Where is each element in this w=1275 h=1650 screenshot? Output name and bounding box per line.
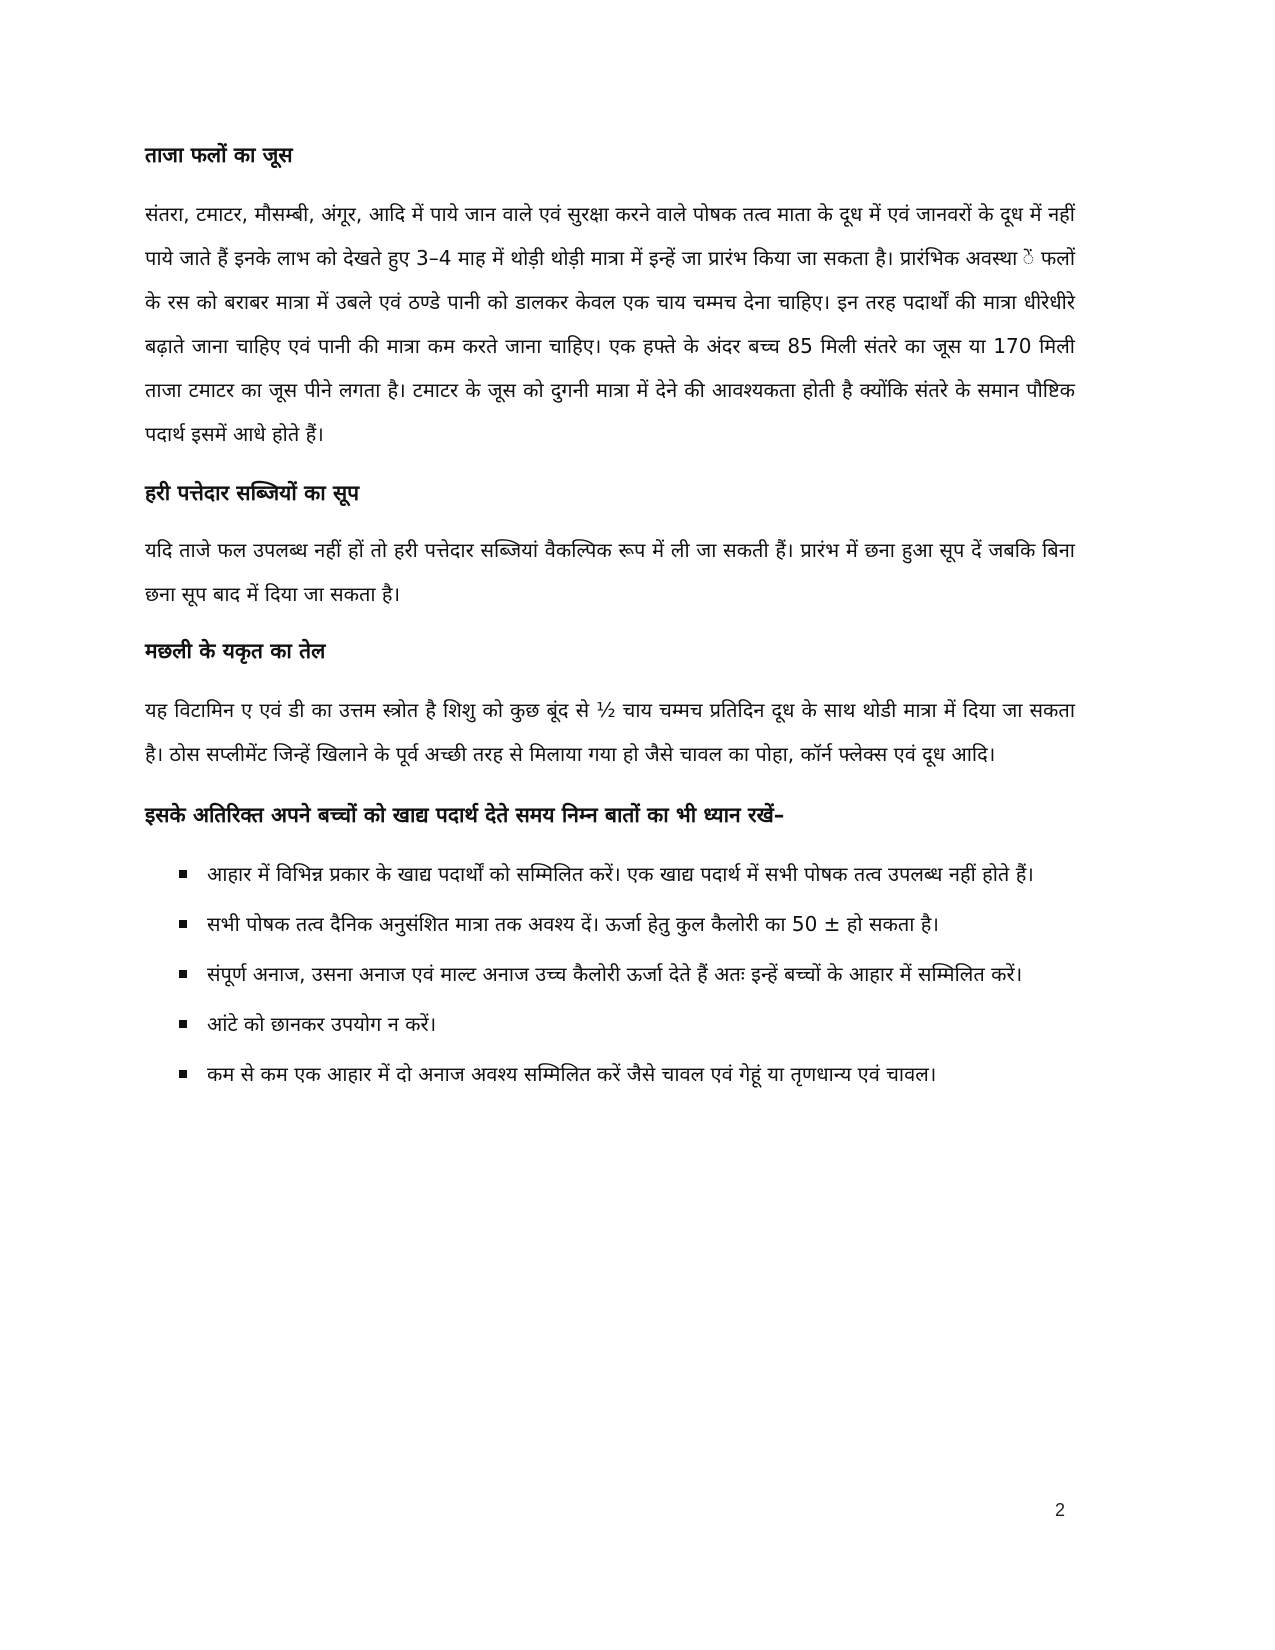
section-heading-fruit-juice: ताजा फलों का जूस bbox=[145, 143, 293, 167]
list-item bbox=[207, 1052, 1075, 1096]
square-bullet-icon bbox=[179, 1020, 187, 1028]
section-text-fruit-juice: संतरा, टमाटर, मौसम्बी, अंगूर, आदि में पाये जान वाले एवं सुरक्षा करने वाले पोषक तत्व माता के दूध में एवं जानवरों के दूध में नहीं पाये जाते हैं इनके लाभ को देखते हुए 3–4 माह में थोड़ी थोड़ी मात्रा में इन्हें जा प्रारंभ किया जा सकता है। प्रारंभिक अवस्था ें फलों के रस को बराबर मात्रा में उबले एवं ठण्डे पानी को डालकर केवल एक चाय चम्मच देना चाहिए। इन तरह पदार्थों की मात्रा धीरेधीरे बढ़ाते जाना चाहिए एवं पानी की मात्रा कम करते जाना चाहिए। एक हफ्ते के अंदर बच्च 85 मिली संतरे का जूस या 170 मिली ताजा टमाटर का जूस पीने लगता है। टमाटर के जूस को दुगनी मात्रा में देने की आवश्यकता होती है क्योंकि संतरे के समान पौष्टिक पदार्थ इसमें आधे होते हैं। bbox=[145, 202, 1075, 446]
section-heading-green-soup: हरी पत्तेदार सब्जियों का सूप bbox=[145, 481, 360, 505]
tips-heading: इसके अतिरिक्त अपने बच्चों को खाद्य पदार्थ देते समय निम्न बातों का भी ध्यान रखें– bbox=[145, 803, 785, 827]
square-bullet-icon bbox=[179, 870, 187, 878]
list-item-text: आंटे को छानकर उपयोग न करें। bbox=[207, 1012, 437, 1036]
list-item-text: संपूर्ण अनाज, उसना अनाज एवं माल्ट अनाज उच्च कैलोरी ऊर्जा देते हैं अतः इन्हें बच्चों के आहार में सम्मिलित करें। bbox=[207, 962, 1023, 986]
tips-list bbox=[145, 852, 1075, 1096]
square-bullet-icon bbox=[179, 1070, 187, 1078]
list-item bbox=[207, 852, 1075, 896]
square-bullet-icon bbox=[179, 970, 187, 978]
list-item bbox=[207, 902, 1075, 946]
page-number: 2 bbox=[1055, 1500, 1066, 1520]
list-item-text: कम से कम एक आहार में दो अनाज अवश्य सम्मिलित करें जैसे चावल एवं गेहूं या तृणधान्य एवं चावल। bbox=[207, 1062, 937, 1086]
section-text-green-soup: यदि ताजे फल उपलब्ध नहीं हों तो हरी पत्तेदार सब्जियां वैकल्पिक रूप में ली जा सकती हैं। प्रारंभ में छना हुआ सूप दें जबकि बिना छना सूप बाद में दिया जा सकता है। bbox=[145, 538, 1075, 606]
list-item-text: सभी पोषक तत्व दैनिक अनुसंशित मात्रा तक अवश्य दें। ऊर्जा हेतु कुल कैलोरी का 50 ± हो सकता है। bbox=[207, 912, 939, 936]
list-item bbox=[207, 1002, 1075, 1046]
list-item bbox=[207, 952, 1075, 996]
document-page bbox=[145, 140, 1075, 1102]
square-bullet-icon bbox=[179, 920, 187, 928]
list-item-text: आहार में विभिन्न प्रकार के खाद्य पदार्थों को सम्मिलित करें। एक खाद्य पदार्थ में सभी पोषक तत्व उपलब्ध नहीं होते हैं। bbox=[207, 862, 1034, 886]
section-heading-fish-oil: मछली के यकृत का तेल bbox=[145, 639, 326, 663]
section-text-fish-oil: यह विटामिन ए एवं डी का उत्तम स्त्रोत है शिशु को कुछ बूंद से ½ चाय चम्मच प्रतिदिन दूध के साथ थोडी मात्रा में दिया जा सकता है। ठोस सप्लीमेंट जिन्हें खिलाने के पूर्व अच्छी तरह से मिलाया गया हो जैसे चावल का पोहा, कॉर्न फ्लेक्स एवं दूध आदि। bbox=[145, 698, 1075, 766]
